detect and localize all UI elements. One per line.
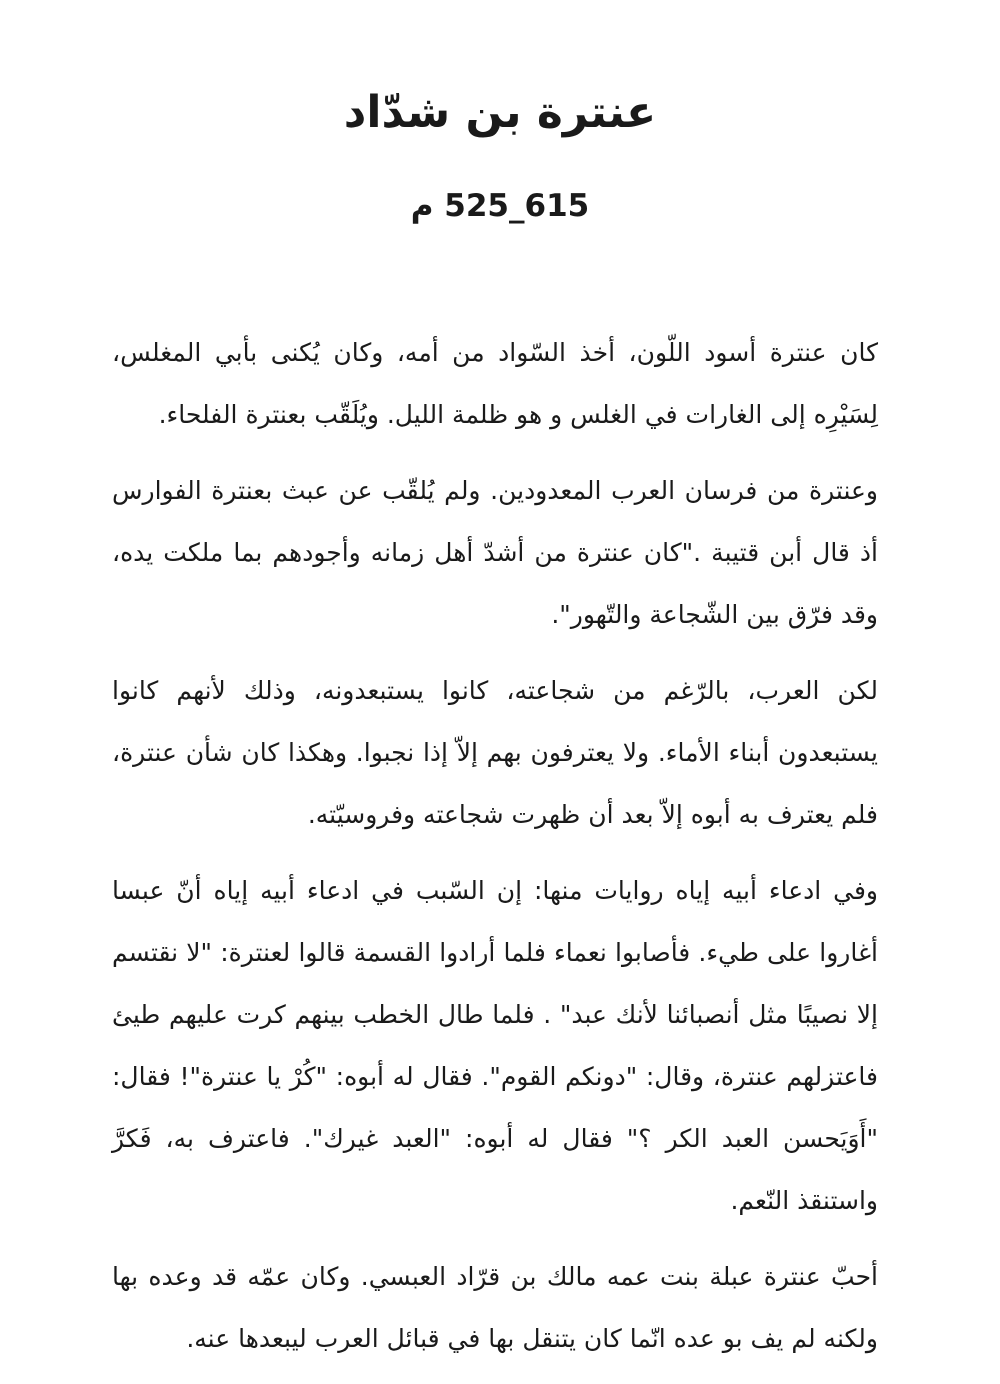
page-title: عنترة بن شدّاد [343,87,657,138]
paragraph-5: أحبّ عنترة عبلة بنت عمه مالك بن قرّاد العبسي. وكان عمّه قد وعده بها ولكنه لم يف بو عده انّما كان يتنقل بها في قبائل العرب ليبعدها عنه. [112,1262,878,1353]
paragraph-3: لكن العرب، بالرّغم من شجاعته، كانوا يستبعدونه، وذلك لأنهم كانوا يستبعدون أبناء الأماء. ولا يعترفون بهم إلاّ إذا نجبوا. وهكذا كان شأن عنترة، فلم يعترف به أبوه إلاّ بعد أن ظهرت شجاعته وفروسيّته. [112,676,878,829]
paragraph-1: كان عنترة أسود اللّون، أخذ السّواد من أمه، وكان يُكنى بأبي المغلس، لِسَيْرِه إلى الغارات في الغلس و هو ظلمة الليل. ويُلَقّب بعنترة الفلحاء. [112,338,878,429]
paragraph-2: وعنترة من فرسان العرب المعدودين. ولم يُلقّب عن عبث بعنترة الفوارس أذ قال أبن قتيبة ."كان عنترة من أشدّ أهل زمانه وأجودهم بما ملكت يده، وقد فرّق بين الشّجاعة والتّهور". [112,476,878,629]
paragraph-4: وفي ادعاء أبيه إياه روايات منها: إن السّبب في ادعاء أبيه إياه أنّ عبسا أغاروا على طيء. فأصابوا نعماء فلما أرادوا القسمة قالوا لعنترة: "لا نقتسم إلا نصيبًا مثل أنصبائنا لأنك عبد" . فلما طال الخطب بينهم كرت عليهم طيئ فاعتزلهم عنترة، وقال: "دونكم القوم". فقال له أبوه: "كُرْ يا عنترة"! فقال: "أَوَيَحسن العبد الكر ؟" فقال له أبوه: "العبد غيرك". فاعترف به، فَكرَّ واستنقذ النّعم. [112,876,878,1215]
life-dates: 615_525 م [410,188,590,224]
body-text [112,322,878,1384]
